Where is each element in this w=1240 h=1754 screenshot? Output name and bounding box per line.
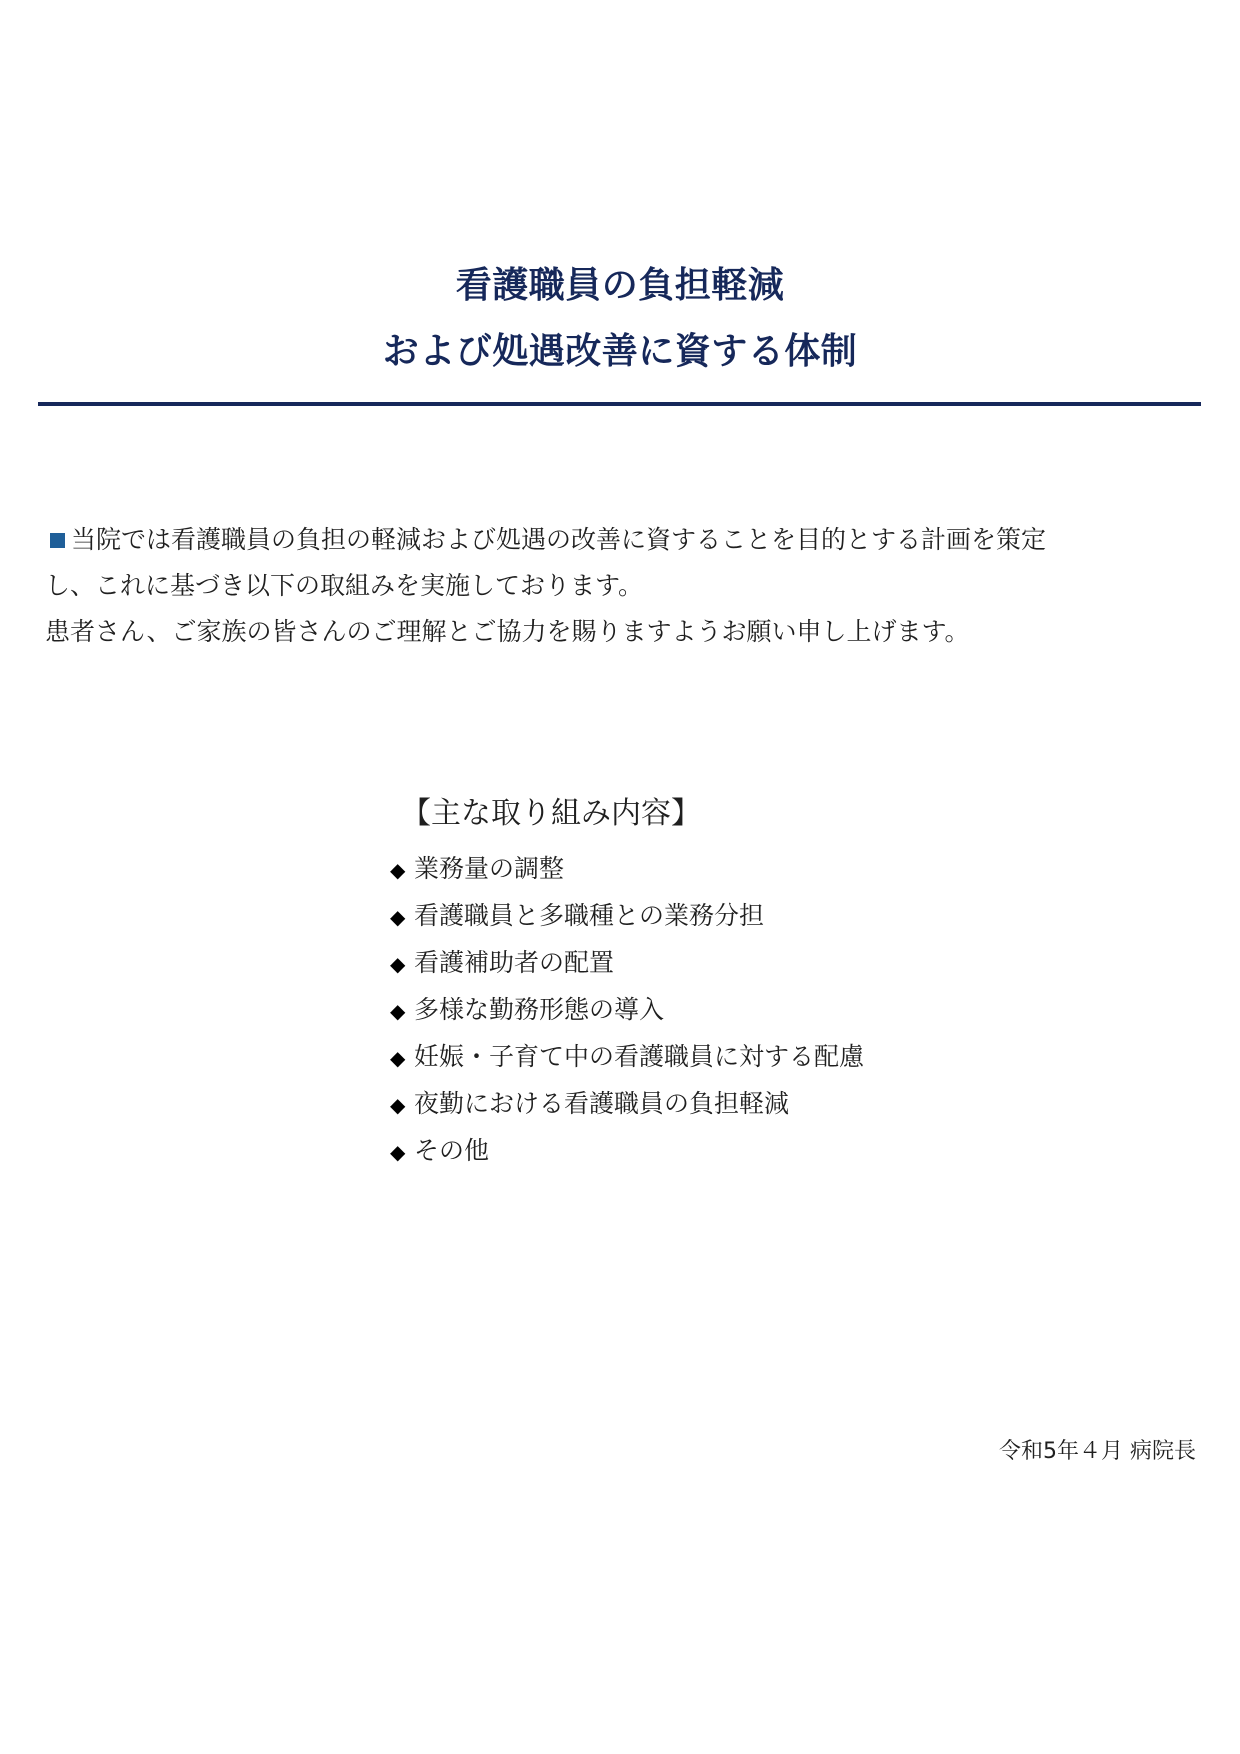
intro-line-3: 患者さん、ご家族の皆さんのご理解とご協力を賜りますようお願い申し上げます。 xyxy=(45,617,970,646)
measure-item-text: 看護補助者の配置 xyxy=(414,948,615,977)
diamond-bullet-icon: ◆ xyxy=(390,1046,406,1070)
measure-item xyxy=(390,893,1030,940)
measure-item xyxy=(390,1034,1030,1081)
document-title xyxy=(0,265,1240,372)
diamond-bullet-icon: ◆ xyxy=(390,905,406,929)
measure-item xyxy=(390,940,1030,987)
intro-line-1 xyxy=(45,517,1205,563)
diamond-bullet-icon: ◆ xyxy=(390,1140,406,1164)
title-line-1: 看護職員の負担軽減 xyxy=(455,265,785,306)
intro-line-2: し、これに基づき以下の取組みを実施しております。 xyxy=(45,571,644,600)
diamond-bullet-icon: ◆ xyxy=(390,858,406,882)
measure-item xyxy=(390,1081,1030,1128)
diamond-bullet-icon: ◆ xyxy=(390,952,406,976)
signature-title: 病院長 xyxy=(1129,1439,1196,1464)
measure-item-text: 業務量の調整 xyxy=(414,854,565,883)
signature-line xyxy=(999,1438,1196,1466)
measure-item-text: 看護職員と多職種との業務分担 xyxy=(414,901,765,930)
title-line-2: および処遇改善に資する体制 xyxy=(382,331,858,372)
measures-section xyxy=(390,796,1030,1175)
measure-item xyxy=(390,987,1030,1034)
diamond-bullet-icon: ◆ xyxy=(390,1093,406,1117)
measure-item-text: 多様な勤務形態の導入 xyxy=(414,995,665,1024)
measure-item-text: 夜勤における看護職員の負担軽減 xyxy=(414,1089,790,1118)
signature-date: 令和5年４月 xyxy=(998,1439,1123,1464)
measure-item-text: その他 xyxy=(414,1136,490,1165)
intro-paragraph xyxy=(45,517,1205,655)
title-divider xyxy=(38,402,1201,406)
square-bullet-icon xyxy=(50,533,65,548)
measure-item xyxy=(390,1128,1030,1175)
diamond-bullet-icon: ◆ xyxy=(390,999,406,1023)
measures-heading: 【主な取り組み内容】 xyxy=(401,796,701,831)
intro-text-1: 当院では看護職員の負担の軽減および処遇の改善に資することを目的とする計画を策定 xyxy=(71,525,1047,554)
measure-item-text: 妊娠・子育て中の看護職員に対する配慮 xyxy=(414,1042,865,1071)
measure-item xyxy=(390,846,1030,893)
